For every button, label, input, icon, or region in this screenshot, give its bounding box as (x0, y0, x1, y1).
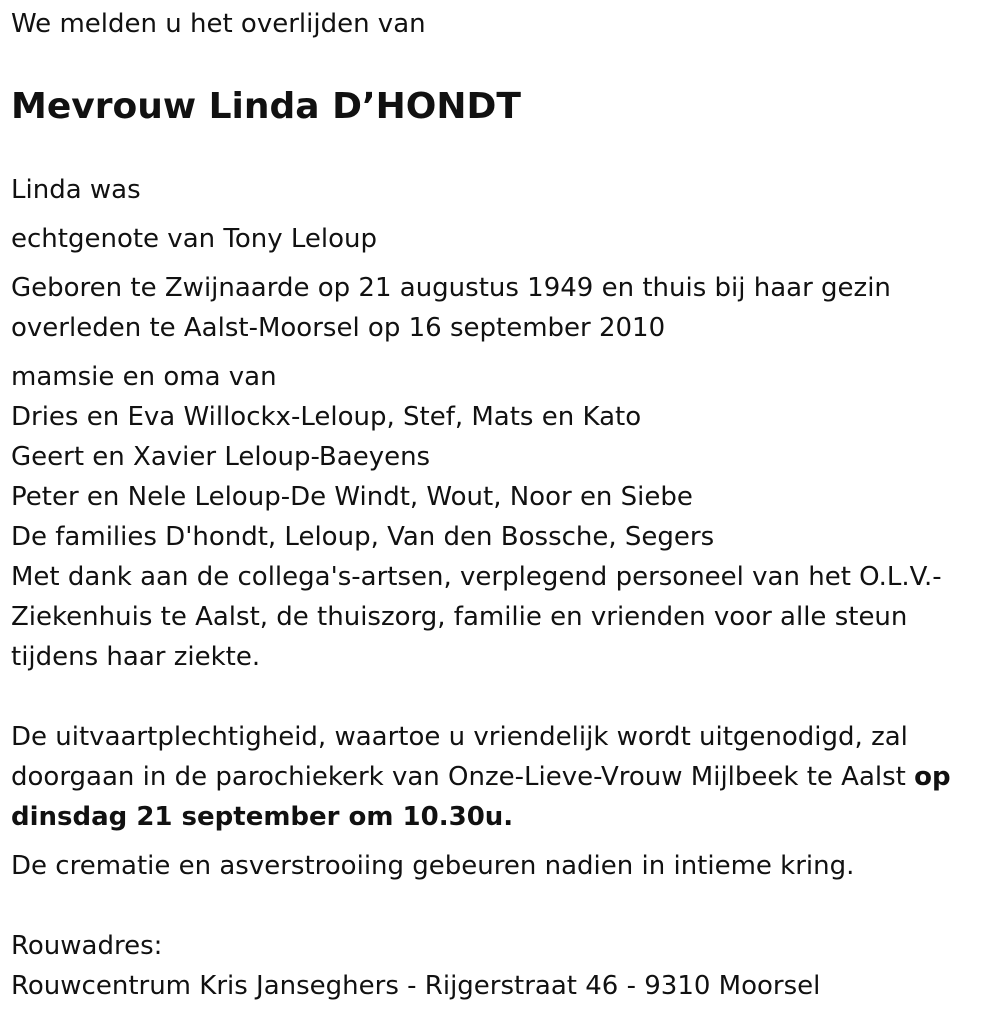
family-member: De families D'hondt, Leloup, Van den Bossche, Segers (11, 522, 715, 552)
family-member: Geert en Xavier Leloup-Baeyens (11, 442, 431, 472)
birth-line: Geboren te Zwijnaarde op 21 augustus 1949 en thuis bij haar gezin (11, 273, 891, 303)
intro-text: We melden u het overlijden van (11, 9, 426, 39)
thanks-line: Met dank aan de collega's-artsen, verplegend personeel van het O.L.V.- (11, 562, 942, 592)
family-intro: mamsie en oma van (11, 362, 277, 392)
ceremony-line: De uitvaartplechtigheid, waartoe u vriendelijk wordt uitgenodigd, zal (11, 722, 908, 752)
death-line: overleden te Aalst-Moorsel op 16 september 2010 (11, 313, 666, 343)
address-label: Rouwadres: (11, 931, 163, 961)
address-line: Rouwcentrum Kris Janseghers - Rijgerstraat 46 - 9310 Moorsel (11, 971, 821, 1001)
death-notice (11, 0, 986, 1006)
address-block (11, 926, 986, 1006)
spouse-line: echtgenote van Tony Leloup (11, 224, 378, 254)
family-block (11, 357, 986, 677)
ceremony-block (11, 717, 986, 837)
deceased-name: Mevrouw Linda D’HONDT (11, 86, 521, 127)
thanks-line: Ziekenhuis te Aalst, de thuiszorg, familie en vrienden voor alle steun (11, 602, 908, 632)
birth-death-block (11, 268, 986, 348)
ceremony-text: doorgaan in de parochiekerk van Onze-Lieve-Vrouw Mijlbeek te Aalst (11, 762, 915, 792)
cremation-line: De crematie en asverstrooiing gebeuren nadien in intieme kring. (11, 851, 855, 881)
ceremony-date-start: op (914, 762, 951, 792)
family-member: Dries en Eva Willockx-Leloup, Stef, Mats en Kato (11, 402, 642, 432)
relation-intro: Linda was (11, 175, 141, 205)
ceremony-date: dinsdag 21 september om 10.30u. (11, 802, 514, 832)
thanks-line: tijdens haar ziekte. (11, 642, 261, 672)
family-member: Peter en Nele Leloup-De Windt, Wout, Noor en Siebe (11, 482, 693, 512)
ceremony-line (11, 757, 986, 797)
